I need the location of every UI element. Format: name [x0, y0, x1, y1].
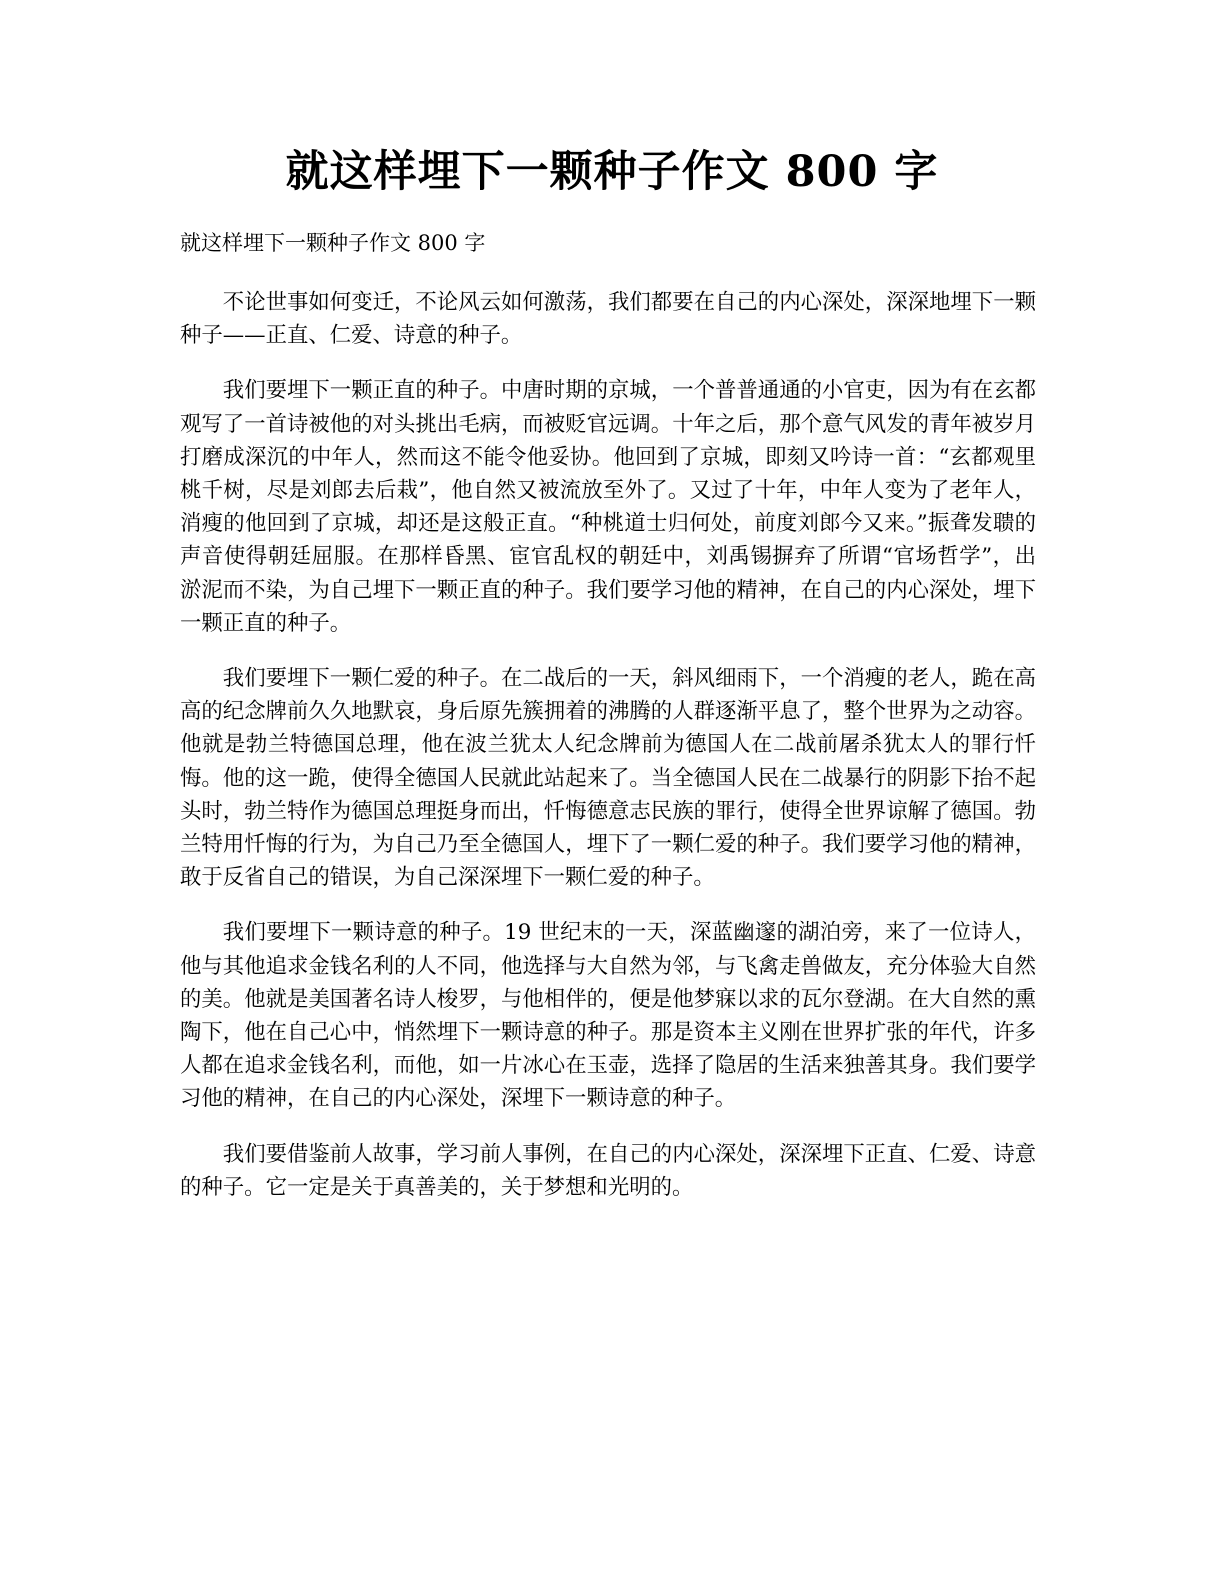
document-subtitle: 就这样埋下一颗种子作文 800 字	[180, 231, 486, 255]
paragraph-intro: 不论世事如何变迁，不论风云如何激荡，我们都要在自己的内心深处，深深地埋下一颗种子——正直、仁爱、诗意的种子。	[180, 290, 1036, 349]
document-body	[180, 286, 1036, 1226]
paragraph-integrity: 我们要埋下一颗正直的种子。中唐时期的京城，一个普普通通的小官吏，因为有在玄都观写了一首诗被他的对头挑出毛病，而被贬官远调。十年之后，那个意气风发的青年被岁月打磨成深沉的中年人，然而这不能令他妥协。他回到了京城，即刻又吟诗一首：“玄都观里桃千树，尽是刘郎去后栽”，他自然又被流放至外了。又过了十年，中年人变为了老年人，消瘦的他回到了京城，却还是这般正直。“种桃道士归何处，前度刘郎今又来。”振聋发聩的声音使得朝廷屈服。在那样昏黑、宦官乱权的朝廷中，刘禹锡摒弃了所谓“官场哲学”，出淤泥而不染，为自己埋下一颗正直的种子。我们要学习他的精神，在自己的内心深处，埋下一颗正直的种子。	[180, 378, 1036, 636]
paragraph-conclusion: 我们要借鉴前人故事，学习前人事例，在自己的内心深处，深深埋下正直、仁爱、诗意的种子。它一定是关于真善美的，关于梦想和光明的。	[180, 1141, 1036, 1200]
paragraph-benevolence: 我们要埋下一颗仁爱的种子。在二战后的一天，斜风细雨下，一个消瘦的老人，跪在高高的纪念牌前久久地默哀，身后原先簇拥着的沸腾的人群逐渐平息了，整个世界为之动容。他就是勃兰特德国总理，他在波兰犹太人纪念牌前为德国人在二战前屠杀犹太人的罪行忏悔。他的这一跪，使得全德国人民就此站起来了。当全德国人民在二战暴行的阴影下抬不起头时，勃兰特作为德国总理挺身而出，忏悔德意志民族的罪行，使得全世界谅解了德国。勃兰特用忏悔的行为，为自己乃至全德国人，埋下了一颗仁爱的种子。我们要学习他的精神，敢于反省自己的错误，为自己深深埋下一颗仁爱的种子。	[180, 666, 1036, 891]
paragraph-poetry: 我们要埋下一颗诗意的种子。19 世纪末的一天，深蓝幽邃的湖泊旁，来了一位诗人，他与其他追求金钱名利的人不同，他选择与大自然为邻，与飞禽走兽做友，充分体验大自然的美。他就是美国著名诗人梭罗，与他相伴的，便是他梦寐以求的瓦尔登湖。在大自然的熏陶下，他在自己心中，悄然埋下一颗诗意的种子。那是资本主义刚在世界扩张的年代，许多人都在追求金钱名利，而他，如一片冰心在玉壶，选择了隐居的生活来独善其身。我们要学习他的精神，在自己的内心深处，深埋下一颗诗意的种子。	[180, 920, 1036, 1112]
document-title: 就这样埋下一颗种子作文 800 字	[285, 147, 939, 197]
